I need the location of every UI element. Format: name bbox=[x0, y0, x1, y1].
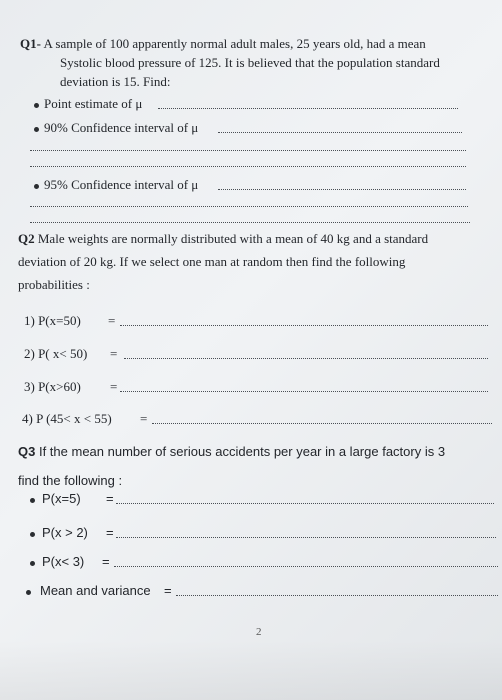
bullet-icon bbox=[26, 590, 31, 595]
photo-shadow bbox=[0, 640, 502, 700]
equals-sign: = bbox=[164, 583, 172, 598]
equals-sign: = bbox=[106, 525, 114, 540]
answer-line bbox=[152, 423, 492, 424]
bullet-icon bbox=[30, 498, 35, 503]
bullet-icon bbox=[30, 561, 35, 566]
q3-item-3: P(x< 3) bbox=[42, 554, 85, 569]
bullet-icon bbox=[34, 103, 39, 108]
q1-line3: deviation is 15. Find: bbox=[60, 74, 171, 89]
answer-line bbox=[120, 325, 488, 326]
q2-item-4: 4) P (45< x < 55) bbox=[22, 411, 112, 426]
equals-sign: = bbox=[108, 313, 116, 328]
q3-text-line1: If the mean number of serious accidents per year in a large factory is 3 bbox=[38, 444, 446, 459]
answer-line bbox=[218, 189, 466, 190]
q3-line2: find the following : bbox=[18, 473, 123, 488]
answer-line bbox=[30, 166, 466, 167]
q1-number: Q1- bbox=[20, 36, 41, 51]
q1-text-line1: A sample of 100 apparently normal adult males, 25 years old, had a mean bbox=[43, 36, 426, 51]
q2-text-line1: Male weights are normally distributed with a mean of 40 kg and a standard bbox=[37, 231, 429, 246]
q1-item-90-ci: 90% Confidence interval of μ bbox=[44, 120, 199, 135]
q1-item-point-estimate: Point estimate of μ bbox=[44, 96, 143, 111]
answer-line bbox=[120, 391, 488, 392]
equals-sign: = bbox=[110, 379, 118, 394]
equals-sign: = bbox=[106, 491, 114, 506]
equals-sign: = bbox=[102, 554, 110, 569]
q1-item-95-ci: 95% Confidence interval of μ bbox=[44, 177, 199, 192]
q3-line1 bbox=[18, 444, 445, 459]
answer-line bbox=[218, 132, 462, 133]
q3-number: Q3 bbox=[18, 444, 36, 459]
answer-line bbox=[116, 503, 494, 504]
page-number: 2 bbox=[256, 626, 262, 638]
answer-line bbox=[124, 358, 488, 359]
answer-line bbox=[176, 595, 498, 596]
q3-item-4: Mean and variance bbox=[40, 583, 151, 598]
bullet-icon bbox=[34, 127, 39, 132]
q1-line2: Systolic blood pressure of 125. It is believed that the population standard bbox=[60, 55, 440, 70]
bullet-icon bbox=[34, 184, 39, 189]
answer-line bbox=[158, 108, 458, 109]
q3-item-1: P(x=5) bbox=[42, 491, 81, 506]
q2-item-2: 2) P( x< 50) bbox=[24, 346, 88, 361]
q1-line1 bbox=[20, 36, 426, 52]
q2-line3: probabilities : bbox=[18, 277, 90, 292]
q2-line2: deviation of 20 kg. If we select one man at random then find the following bbox=[18, 254, 406, 269]
q2-line1 bbox=[18, 231, 428, 247]
q2-number: Q2 bbox=[18, 231, 35, 246]
answer-line bbox=[114, 566, 498, 567]
answer-line bbox=[30, 150, 466, 151]
equals-sign: = bbox=[140, 411, 148, 426]
answer-line bbox=[116, 537, 496, 538]
answer-line bbox=[30, 222, 470, 223]
answer-line bbox=[30, 206, 468, 207]
q2-item-1: 1) P(x=50) bbox=[24, 313, 81, 328]
bullet-icon bbox=[30, 532, 35, 537]
q2-item-3: 3) P(x>60) bbox=[24, 379, 81, 394]
equals-sign: = bbox=[110, 346, 118, 361]
q3-item-2: P(x > 2) bbox=[42, 525, 88, 540]
